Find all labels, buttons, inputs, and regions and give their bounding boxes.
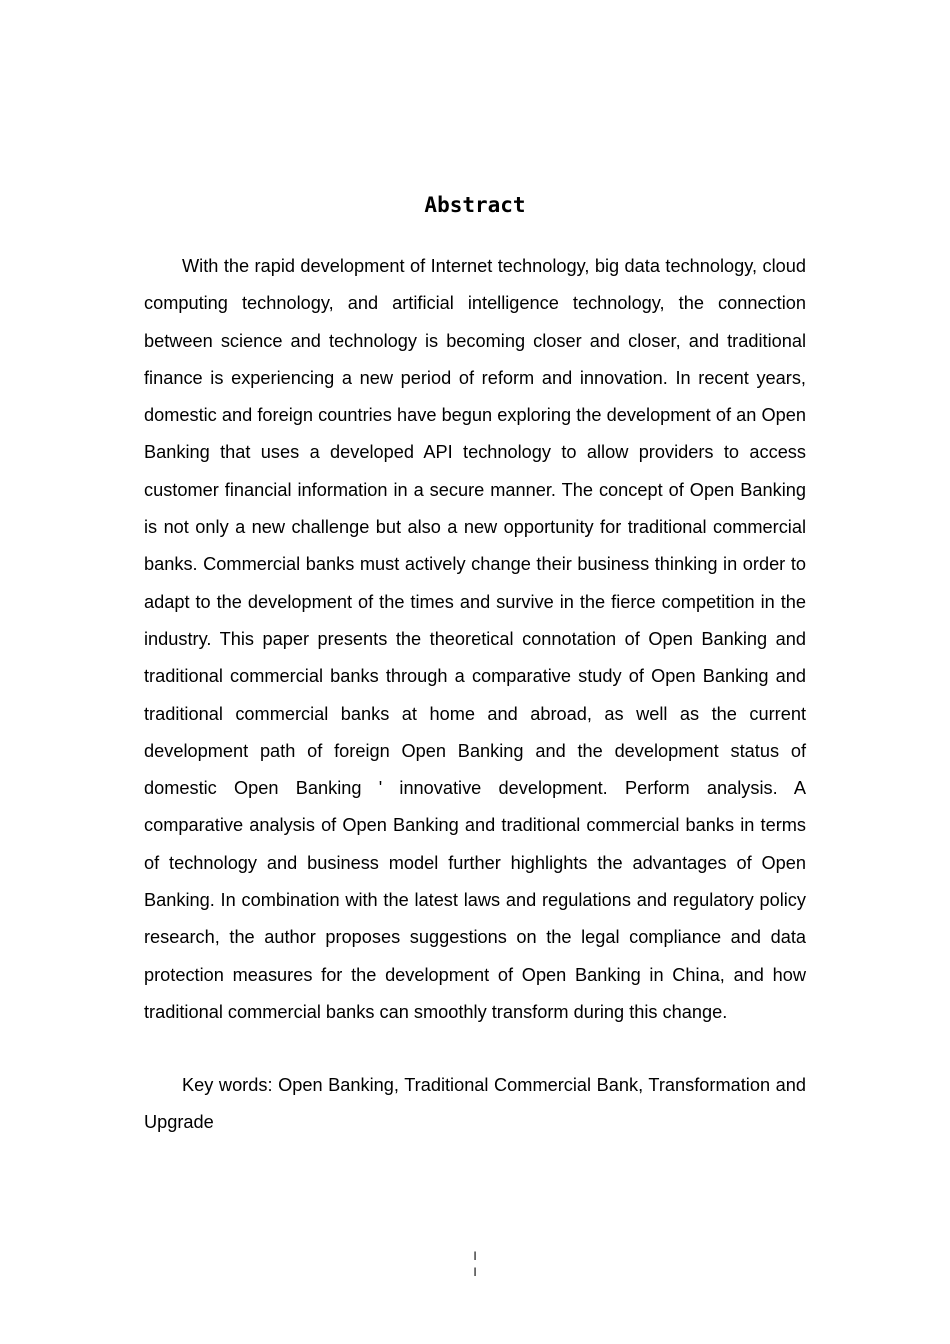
page-number-top: I (473, 1249, 477, 1263)
abstract-title: Abstract (424, 193, 526, 217)
keywords-label: Key words: (182, 1075, 273, 1095)
keywords-line (144, 1067, 806, 1142)
page-number (0, 1248, 950, 1280)
abstract-body (144, 248, 806, 1031)
abstract-paragraph: With the rapid development of Internet technology, big data technology, cloud computing technology, and artificial intelligence technology, the connection between science and technology is becoming closer and closer, and traditional finance is experiencing a new period of reform and innovation. In recent years, domestic and foreign countries have begun exploring the development of an Open Banking that uses a developed API technology to allow providers to access customer financial information in a secure manner. The concept of Open Banking is not only a new challenge but also a new opportunity for traditional commercial banks. Commercial banks must actively change their business thinking in order to adapt to the development of the times and survive in the fierce competition in the industry. This paper presents the theoretical connotation of Open Banking and traditional commercial banks through a comparative study of Open Banking and traditional commercial banks at home and abroad, as well as the current development path of foreign Open Banking and the development status of domestic Open Banking ' innovative development. Perform analysis. A comparative analysis of Open Banking and traditional commercial banks in terms of technology and business model further highlights the advantages of Open Banking. In combination with the latest laws and regulations and regulatory policy research, the author proposes suggestions on the legal compliance and data protection measures for the development of Open Banking in China, and how traditional commercial banks can smoothly transform during this change. (144, 256, 806, 1022)
keywords-text: Open Banking, Traditional Commercial Bank, Transformation and Upgrade (144, 1075, 806, 1133)
page-number-bottom: I (473, 1265, 477, 1279)
